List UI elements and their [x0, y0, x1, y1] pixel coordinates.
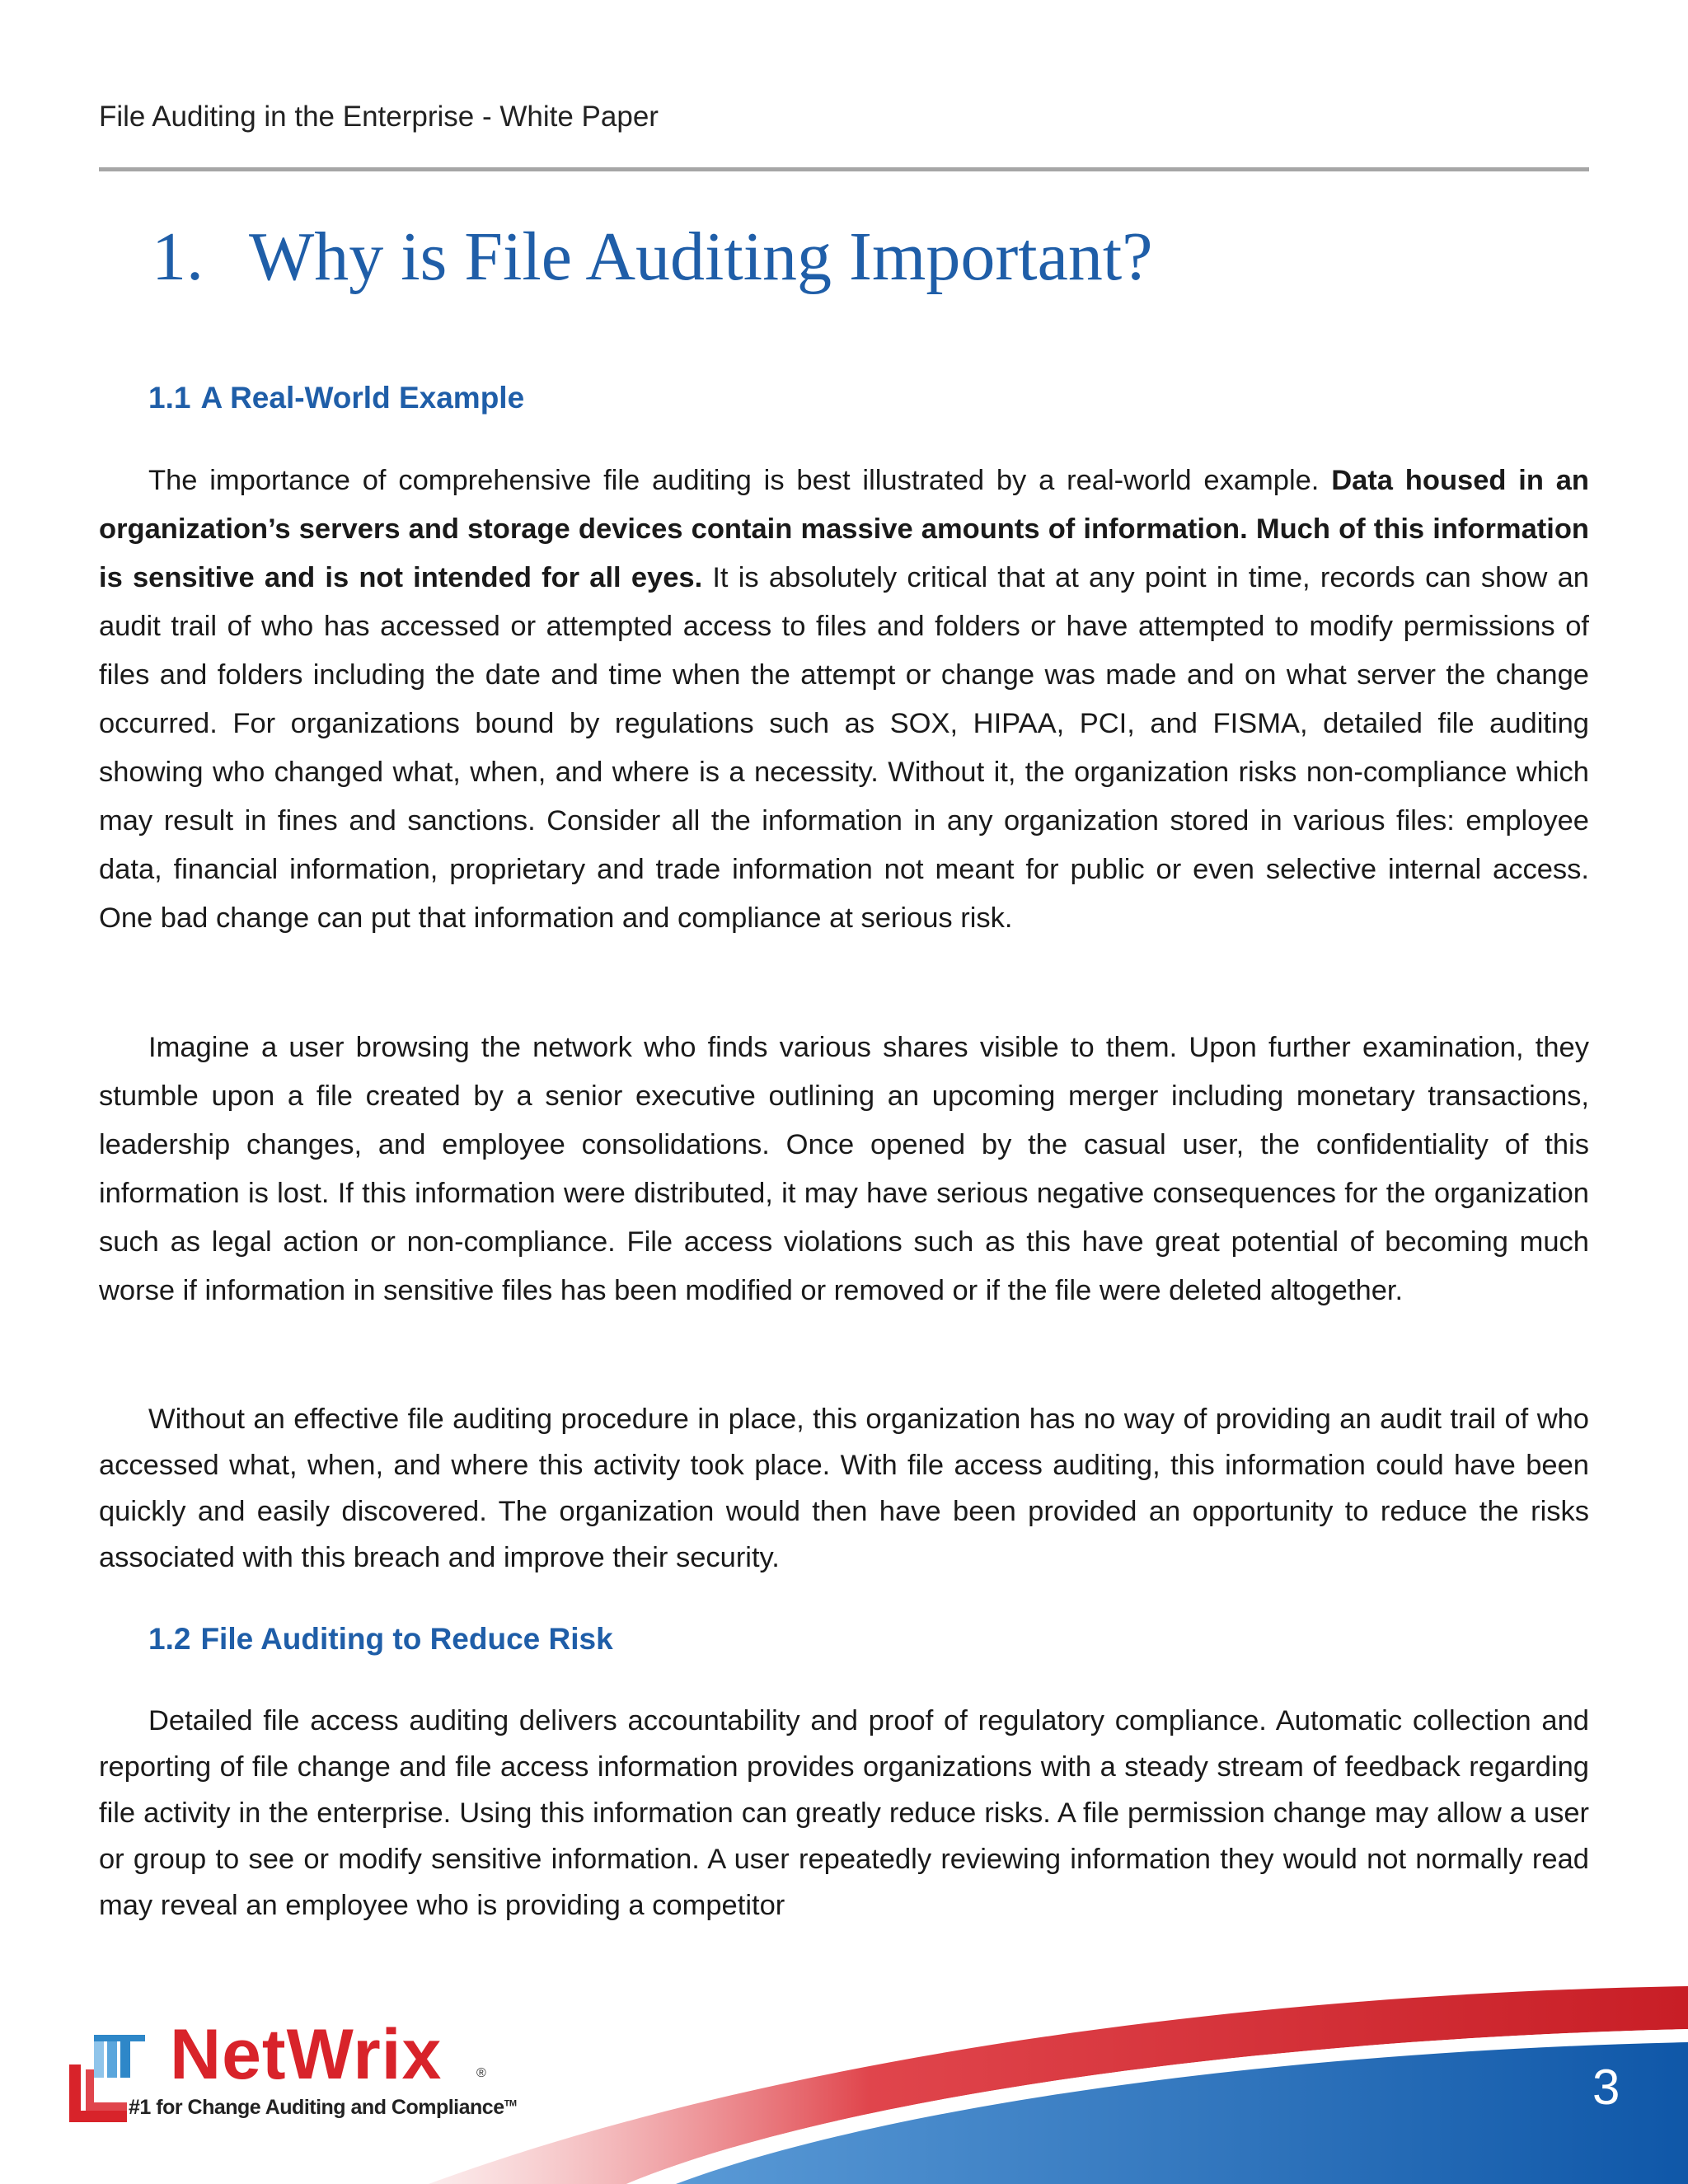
chapter-number: 1.	[152, 218, 204, 295]
trademark-mark: TM	[504, 2098, 517, 2109]
section-heading-1-1	[148, 379, 524, 417]
section-number: 1.1	[148, 381, 191, 415]
section-heading-1-2	[148, 1620, 613, 1658]
tagline-text: #1 for Change Auditing and Compliance	[129, 2096, 504, 2119]
paragraph-3: Without an effective file auditing procedure in place, this organization has no way of providing an audit trail of who accessed what, when, and where this activity took place. With file access auditing, this information could have been quickly and easily discovered. The organization would then have been provided an opportunity to reduce the risks associated with this breach and improve their security.	[99, 1404, 1589, 1573]
section-number: 1.2	[148, 1622, 191, 1656]
page-number: 3	[1592, 2060, 1620, 2115]
paragraph-4: Detailed file access auditing delivers accountability and proof of regulatory compliance. Automatic collection and reporting of file change and file access information provides organizations with a steady stream of feedback regarding file activity in the enterprise. Using this information can greatly reduce risks. A file permission change may allow a user or group to see or modify sensitive information. A user repeatedly reviewing information they would not normally read may reveal an employee who is providing a competitor	[99, 1705, 1589, 1921]
logo-tagline	[129, 2096, 517, 2120]
netwrix-logo-text: NetWrix	[170, 2015, 443, 2094]
paragraph-bold-text: Data housed in an organization’s servers and storage devices contain massive amounts of information. Much of this information is sensitive and is not intended for all eyes.	[99, 465, 1590, 593]
paragraph-text: The importance of comprehensive file auditing is best illustrated by a real-world example.	[148, 465, 1332, 496]
netwrix-logo	[66, 2015, 528, 2130]
paragraph-text: It is absolutely critical that at any point in time, records can show an audit trail of who has accessed or attempted access to files and folders or have attempted to modify permissions of files and folders including the date and time when the attempt or change was made and on what server the change occurred. For organizations bound by regulations such as SOX, HIPAA, PCI, and FISMA, detailed file auditing showing who changed what, when, and where is a necessity. Without it, the organization risks non-compliance which may result in fines and sanctions. Consider all the information in any organization stored in various files: employee data, financial information, proprietary and trade information not meant for public or even selective internal access. One bad change can put that information and compliance at serious risk.	[99, 562, 1589, 934]
registered-mark: ®	[476, 2066, 486, 2080]
section-title: A Real-World Example	[200, 381, 525, 415]
chapter-title-text: Why is File Auditing Important?	[249, 218, 1153, 295]
header-rule	[99, 167, 1589, 171]
paragraph-1	[99, 457, 1589, 943]
chapter-title	[152, 216, 1153, 298]
running-header-title: File Auditing in the Enterprise - White Paper	[99, 101, 659, 133]
paragraph-2: Imagine a user browsing the network who finds various shares visible to them. Upon further examination, they stumble upon a file created by a senior executive outlining an upcoming merger including monetary transactions, leadership changes, and employee consolidations. Once opened by the casual user, the confidentiality of this information is lost. If this information were distributed, it may have serious negative consequences for the organization such as legal action or non-compliance. File access violations such as this have great potential of becoming much worse if information in sensitive files has been modified or removed or if the file were deleted altogether.	[99, 1032, 1589, 1306]
section-title: File Auditing to Reduce Risk	[200, 1622, 613, 1656]
